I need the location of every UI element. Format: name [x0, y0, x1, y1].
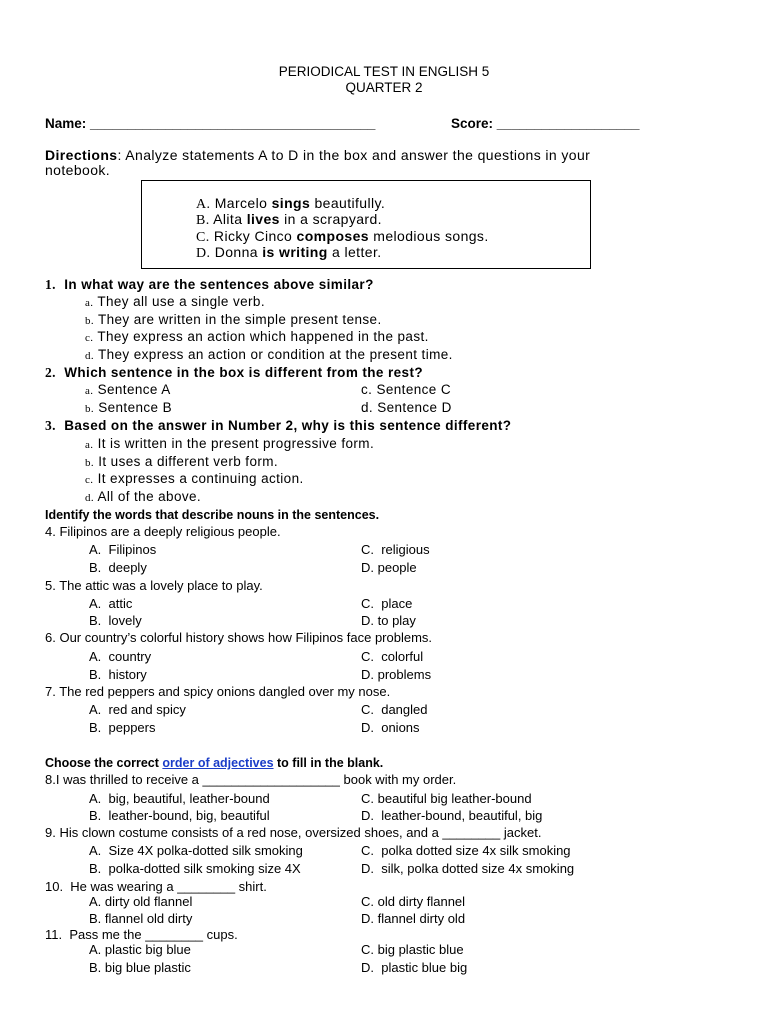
- question-7: 7. The red peppers and spicy onions dangled over my nose.: [45, 684, 391, 699]
- q5-option-c: C. place: [361, 596, 413, 611]
- q9-option-b: B. polka-dotted silk smoking size 4X: [89, 861, 301, 876]
- name-field: [45, 116, 375, 132]
- statement-b: B. Alita lives in a scrapyard.: [196, 211, 382, 228]
- question-4: 4. Filipinos are a deeply religious people.: [45, 524, 281, 539]
- q1-option-d: d. They express an action or condition at the present time.: [85, 347, 453, 362]
- q8-option-c: C. beautiful big leather-bound: [361, 791, 532, 806]
- q11-option-a: A. plastic big blue: [89, 942, 191, 957]
- q7-option-d: D. onions: [361, 720, 420, 735]
- q11-option-d: D. plastic blue big: [361, 960, 468, 975]
- directions-text-cont: notebook.: [45, 162, 111, 178]
- score-label: Score:: [451, 116, 494, 131]
- q2-option-d: d. Sentence D: [361, 400, 452, 415]
- q8-option-d: D. leather-bound, beautiful, big: [361, 808, 543, 823]
- q2-option-c: c. Sentence C: [361, 382, 451, 397]
- q10-option-d: D. flannel dirty old: [361, 911, 466, 926]
- q10-option-a: A. dirty old flannel: [89, 894, 193, 909]
- question-3: 3. Based on the answer in Number 2, why is this sentence different?: [45, 418, 512, 433]
- section-3-heading: Choose the correct order of adjectives to fill in the blank.: [45, 756, 384, 770]
- name-label: Name:: [45, 116, 87, 131]
- question-9: 9. His clown costume consists of a red nose, oversized shoes, and a ________ jacket.: [45, 825, 542, 840]
- statement-a: A. Marcelo sings beautifully.: [196, 195, 386, 212]
- q5-option-a: A. attic: [89, 596, 133, 611]
- q9-option-d: D. silk, polka dotted size 4x smoking: [361, 861, 575, 876]
- q3-option-c: c. It expresses a continuing action.: [85, 471, 304, 486]
- name-blank: ______________________________________: [90, 116, 376, 131]
- q11-option-c: C. big plastic blue: [361, 942, 464, 957]
- q1-option-b: b. They are written in the simple present tense.: [85, 312, 382, 327]
- q6-option-b: B. history: [89, 667, 147, 682]
- q11-option-b: B. big blue plastic: [89, 960, 191, 975]
- q2-option-b: b. Sentence B: [85, 400, 173, 415]
- directions-label: Directions: [45, 147, 118, 163]
- score-field: [451, 116, 639, 132]
- q9-option-a: A. Size 4X polka-dotted silk smoking: [89, 843, 303, 858]
- question-2: 2. Which sentence in the box is different from the rest?: [45, 365, 423, 380]
- q10-option-c: C. old dirty flannel: [361, 894, 466, 909]
- q4-option-b: B. deeply: [89, 560, 147, 575]
- statement-c: C. Ricky Cinco composes melodious songs.: [196, 228, 489, 245]
- statement-d: D. Donna is writing a letter.: [196, 244, 382, 261]
- q3-option-d: d. All of the above.: [85, 489, 202, 504]
- page-title: PERIODICAL TEST IN ENGLISH 5: [278, 64, 490, 79]
- q4-option-a: A. Filipinos: [89, 542, 157, 557]
- q6-option-c: C. colorful: [361, 649, 424, 664]
- q7-option-b: B. peppers: [89, 720, 156, 735]
- q3-option-a: a. It is written in the present progressive form.: [85, 436, 375, 451]
- order-of-adjectives-link[interactable]: order of adjectives: [162, 756, 274, 770]
- q3-option-b: b. It uses a different verb form.: [85, 454, 279, 469]
- q7-option-a: A. red and spicy: [89, 702, 186, 717]
- question-6: 6. Our country’s colorful history shows how Filipinos face problems.: [45, 630, 433, 645]
- q4-option-d: D. people: [361, 560, 417, 575]
- q4-option-c: C. religious: [361, 542, 430, 557]
- directions-text: : Analyze statements A to D in the box and answer the questions in your: [117, 147, 591, 163]
- page-subtitle: QUARTER 2: [345, 80, 423, 95]
- q7-option-c: C. dangled: [361, 702, 428, 717]
- score-blank: ___________________: [496, 116, 640, 131]
- q1-option-c: c. They express an action which happened in the past.: [85, 329, 429, 344]
- question-5: 5. The attic was a lovely place to play.: [45, 578, 263, 593]
- q6-option-d: D. problems: [361, 667, 432, 682]
- q10-option-b: B. flannel old dirty: [89, 911, 193, 926]
- q8-option-a: A. big, beautiful, leather-bound: [89, 791, 270, 806]
- directions: [45, 147, 590, 163]
- q5-option-b: B. lovely: [89, 613, 142, 628]
- q1-option-a: a. They all use a single verb.: [85, 294, 265, 309]
- q5-option-d: D. to play: [361, 613, 416, 628]
- question-1: 1. In what way are the sentences above similar?: [45, 277, 374, 292]
- q8-option-b: B. leather-bound, big, beautiful: [89, 808, 270, 823]
- question-10: 10. He was wearing a ________ shirt.: [45, 879, 267, 894]
- section-2-heading: Identify the words that describe nouns in the sentences.: [45, 508, 380, 522]
- question-11: 11. Pass me the ________ cups.: [45, 927, 238, 942]
- q2-option-a: a. Sentence A: [85, 382, 171, 397]
- question-8: 8.I was thrilled to receive a ___________________ book with my order.: [45, 772, 457, 787]
- q6-option-a: A. country: [89, 649, 152, 664]
- q9-option-c: C. polka dotted size 4x silk smoking: [361, 843, 571, 858]
